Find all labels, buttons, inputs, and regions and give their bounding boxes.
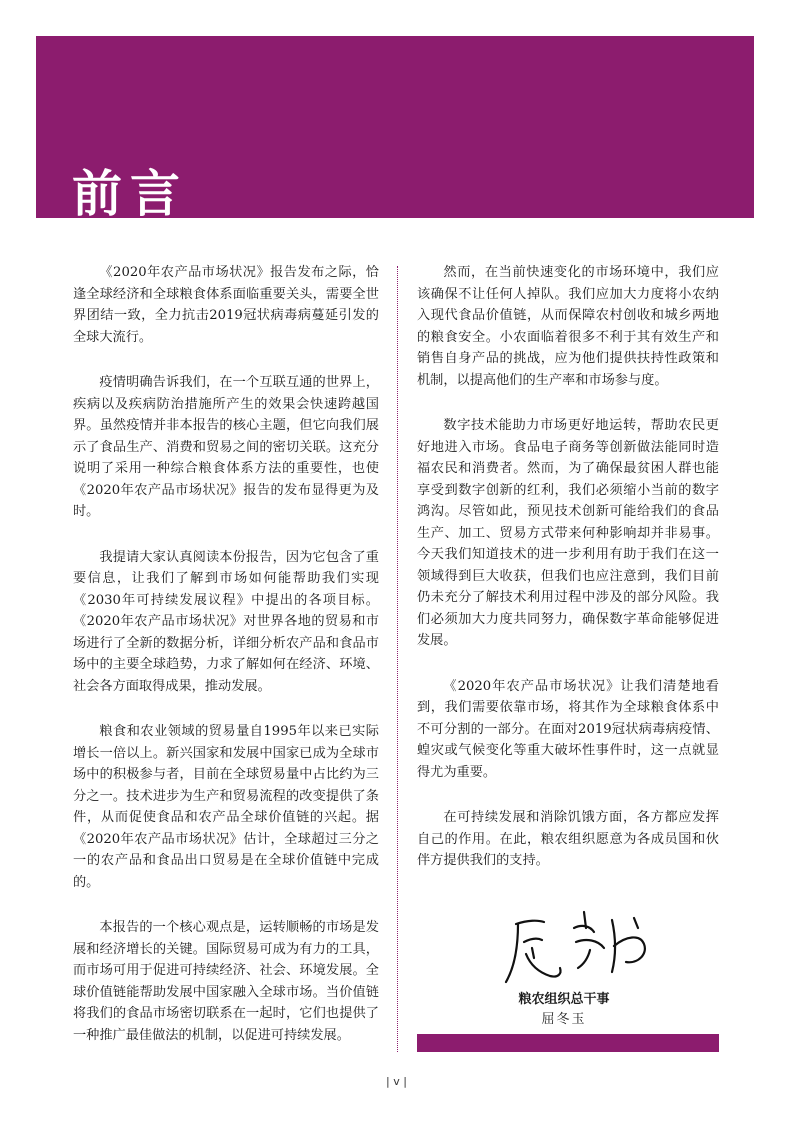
paragraph: 《2020年农产品市场状况》让我们清楚地看到，我们需要依靠市场，将其作为全球粮食体系中不可分割的一部分。在面对2019冠状病毒病疫情、蝗灾或气候变化等重大破坏性事件时，这一点就显得尤为重要。	[417, 678, 719, 780]
left-column	[73, 262, 379, 1070]
signatory-name: 屈冬玉	[541, 1012, 587, 1027]
column-divider	[397, 266, 398, 1052]
paragraph: 数字技术能助力市场更好地运转，帮助农民更好地进入市场。食品电子商务等创新做法能同时造福农民和消费者。然而，为了确保最贫困人群也能享受到数字创新的红利，我们必须缩小当前的数字鸿沟。尽管如此，预见技术创新可能给我们的食品生产、加工、贸易方式带来何种影响却并非易事。今天我们知道技术的进一步利用有助于我们在这一领域得到巨大收获，但我们也应注意到，我们目前仍未充分了解技术利用过程中涉及的部分风险。我们必须加大力度共同努力，确保数字革命能够促进发展。	[417, 418, 719, 648]
paragraph: 然而，在当前快速变化的市场环境中，我们应该确保不让任何人掉队。我们应加大力度将小农纳入现代食品价值链，从而保障农村创收和城乡两地的粮食安全。小农面临着很多不利于其有效生产和销售自身产品的挑战，应为他们提供扶持性政策和机制，以提高他们的生产率和市场参与度。	[417, 265, 719, 388]
handwritten-signature	[494, 898, 664, 990]
page-number: | v |	[386, 1075, 407, 1088]
paragraph: 《2020年农产品市场状况》报告发布之际，恰逢全球经济和全球粮食体系面临重要关头，需要全世界团结一致，全力抗击2019冠状病毒病蔓延引发的全球大流行。	[73, 265, 379, 345]
paragraph: 我提请大家认真阅读本份报告，因为它包含了重要信息，让我们了解到市场如何能帮助我们实现《2030年可持续发展议程》中提出的各项目标。《2020年农产品市场状况》对世界各地的贸易和市场进行了全新的数据分析，详细分析农产品和食品市场中的主要全球趋势，力求了解如何在经济、环境、社会各方面取得成果，推动发展。	[73, 549, 379, 694]
signatory-title: 粮农组织总干事	[518, 992, 610, 1007]
right-column	[417, 262, 719, 896]
paragraph: 本报告的一个核心观点是，运转顺畅的市场是发展和经济增长的关键。国际贸易可成为有力的工具，而市场可用于促进可持续经济、社会、环境发展。全球价值链能帮助发展中国家融入全球市场。当价值链将我们的食品市场密切联系在一起时，它们也提供了一种推广最佳做法的机制，以促进可持续发展。	[73, 920, 379, 1043]
paragraph: 粮食和农业领域的贸易量自1995年以来已实际增长一倍以上。新兴国家和发展中国家已成为全球市场中的积极参与者，目前在全球贸易量中占比约为三分之一。技术进步为生产和贸易流程的改变提供了条件，从而促使食品和农产品全球价值链的兴起。据《2020年农产品市场状况》估计，全球超过三分之一的农产品和食品出口贸易是在全球价值链中完成的。	[73, 724, 379, 890]
page-title: 前言	[72, 165, 188, 223]
paragraph: 疫情明确告诉我们，在一个互联互通的世界上，疾病以及疾病防治措施所产生的效果会快速跨越国界。虽然疫情并非本报告的核心主题，但它向我们展示了食品生产、消费和贸易之间的密切关联。这充分说明了采用一种综合粮食体系方法的重要性，也使《2020年农产品市场状况》报告的发布显得更为及时。	[73, 375, 379, 519]
paragraph: 在可持续发展和消除饥饿方面，各方都应发挥自己的作用。在此，粮农组织愿意为各成员国和伙伴方提供我们的支持。	[417, 810, 719, 868]
footer-bar	[417, 1034, 719, 1052]
